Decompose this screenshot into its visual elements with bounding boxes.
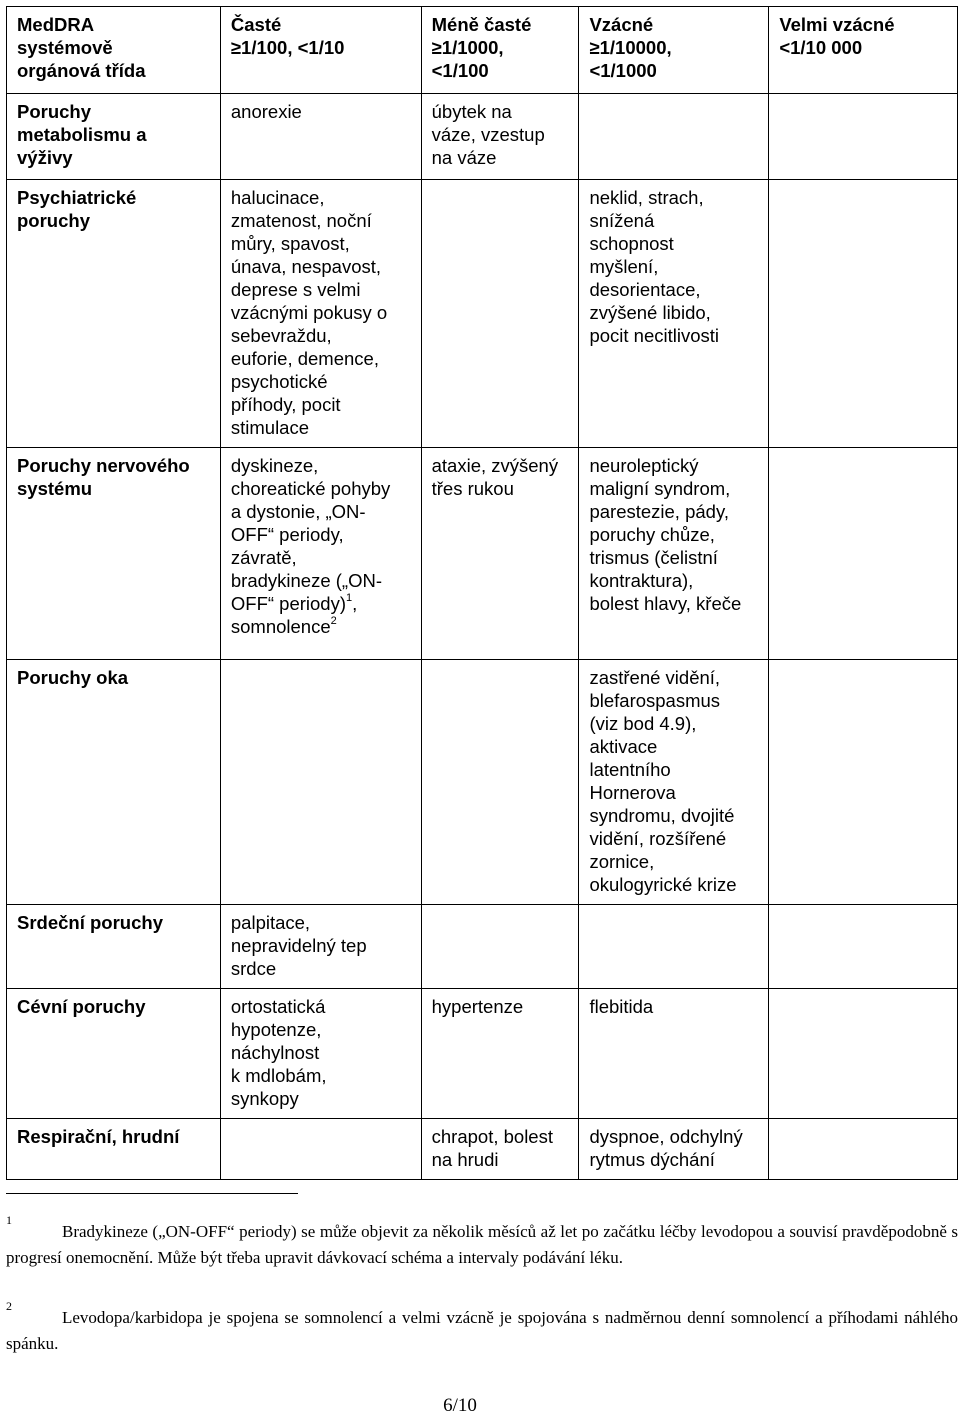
cell-text: sebevraždu, [230,325,332,346]
very-rare-cell [769,94,958,180]
adverse-effects-table [6,6,958,1180]
soc-text: Respirační, hrudní [17,1126,180,1147]
cell-text: zmatenost, noční [230,210,372,231]
very-rare-cell [769,1119,958,1180]
cell-text: můry, spavost, [230,233,350,254]
very-rare-cell [769,448,958,660]
soc-cell [7,1119,221,1180]
header-text: ≥1/1000, [431,37,504,58]
cell-text: hypotenze, [230,1019,322,1040]
cell-text: parestezie, pády, [589,501,729,522]
cell-text: na váze [431,147,497,168]
cell-text: OFF“ periody) [230,593,347,614]
soc-text: metabolismu a [17,124,147,145]
table-row [7,180,958,448]
rare-cell [579,905,769,989]
cell-text: trismus (čelistní [589,547,718,568]
uncommon-cell [421,905,579,989]
uncommon-cell [421,989,579,1119]
cell-text: euforie, demence, [230,348,379,369]
footnote-2 [6,1299,958,1357]
soc-text: systému [17,478,93,499]
rare-cell [579,660,769,905]
header-uncommon [421,7,579,94]
soc-text: Cévní poruchy [17,996,146,1017]
cell-text: , [352,593,358,614]
cell-text: rytmus dýchání [589,1149,715,1170]
cell-text: srdce [230,958,277,979]
soc-cell [7,989,221,1119]
uncommon-cell [421,94,579,180]
rare-cell [579,448,769,660]
cell-text: ortostatická [230,996,326,1017]
header-text: orgánová třída [17,60,146,81]
cell-text: závratě, [230,547,297,568]
cell-text: anorexie [230,101,302,122]
cell-text: k mdlobám, [230,1065,327,1086]
cell-text: flebitida [589,996,654,1017]
header-text: MedDRA [17,14,95,35]
cell-text: ataxie, zvýšený [431,455,559,476]
rare-cell [579,1119,769,1180]
cell-text: somnolence [230,616,331,637]
cell-text: syndromu, dvojité [589,805,735,826]
cell-text: latentního [589,759,671,780]
cell-text: palpitace, [230,912,311,933]
soc-cell [7,660,221,905]
cell-text: třes rukou [431,478,514,499]
cell-text: okulogyrické krize [589,874,737,895]
cell-text: schopnost [589,233,674,254]
table-row [7,660,958,905]
common-cell [220,448,421,660]
soc-text: Psychiatrické [17,187,137,208]
cell-text-with-footnote [231,592,415,615]
cell-text: maligní syndrom, [589,478,731,499]
very-rare-cell [769,660,958,905]
table-row [7,94,958,180]
header-very-rare [769,7,958,94]
cell-text: stimulace [230,417,310,438]
cell-text: chrapot, bolest [431,1126,553,1147]
rare-cell [579,989,769,1119]
cell-text: únava, nespavost, [230,256,382,277]
cell-text: na hrudi [431,1149,499,1170]
cell-text: zornice, [589,851,655,872]
cell-text: halucinace, [230,187,325,208]
cell-text: vidění, rozšířené [589,828,727,849]
rare-cell [579,180,769,448]
very-rare-cell [769,180,958,448]
cell-text: dyskineze, [230,455,319,476]
cell-text: bolest hlavy, křeče [589,593,742,614]
very-rare-cell [769,989,958,1119]
soc-cell [7,448,221,660]
soc-text: Srdeční poruchy [17,912,163,933]
soc-text: Poruchy [17,101,92,122]
table-header-row [7,7,958,94]
cell-text: desorientace, [589,279,701,300]
footnote-text: Levodopa/karbidopa je spojena se somnolencí a velmi vzácně je spojována s nadměrnou denní somnolencí a příhodami náhlého spánku. [6,1308,958,1353]
uncommon-cell [421,660,579,905]
header-text: Časté [230,14,282,35]
uncommon-cell [421,180,579,448]
cell-text: zvýšené libido, [589,302,711,323]
table-row [7,905,958,989]
common-cell [220,905,421,989]
cell-text: OFF“ periody, [230,524,344,545]
cell-text: bradykineze („ON- [230,570,383,591]
page-number: 6/10 [443,1395,477,1416]
header-rare [579,7,769,94]
cell-text: nepravidelný tep [230,935,367,956]
cell-text: váze, vzestup [431,124,545,145]
cell-text: synkopy [230,1088,299,1109]
cell-text: neklid, strach, [589,187,704,208]
uncommon-cell [421,448,579,660]
table-row [7,448,958,660]
header-text: ≥1/100, <1/10 [230,37,345,58]
cell-text: Hornerova [589,782,676,803]
soc-cell [7,94,221,180]
cell-text: vzácnými pokusy o [230,302,388,323]
very-rare-cell [769,905,958,989]
common-cell [220,180,421,448]
table-row [7,1119,958,1180]
cell-text: choreatické pohyby [230,478,391,499]
cell-text: zastřené vidění, [589,667,721,688]
header-text: <1/100 [431,60,489,81]
footnote-ref-2: 2 [330,614,337,627]
soc-cell [7,905,221,989]
header-text: Méně časté [431,14,532,35]
header-text: Velmi vzácné [779,14,895,35]
footnote-number: 1 [6,1213,12,1227]
cell-text: hypertenze [431,996,524,1017]
header-text: ≥1/10000, [589,37,672,58]
cell-text: myšlení, [589,256,659,277]
cell-text: aktivace [589,736,658,757]
rare-cell [579,94,769,180]
common-cell [220,989,421,1119]
header-common [220,7,421,94]
common-cell [220,1119,421,1180]
cell-text: náchylnost [230,1042,320,1063]
footnote-separator [6,1193,298,1194]
cell-text: deprese s velmi [230,279,361,300]
cell-text: dyspnoe, odchylný [589,1126,743,1147]
footnote-text: Bradykineze („ON-OFF“ periody) se může objevit za několik měsíců až let po začátku léčby levodopou a souvisí pravděpodobně s progresí onemocnění. Může být třeba upravit dávkovací schéma a intervaly podávání léku. [6,1222,958,1267]
cell-text: příhody, pocit [230,394,341,415]
soc-text: poruchy [17,210,90,231]
cell-text-with-footnote [231,615,415,638]
footnote-ref-1: 1 [346,591,353,604]
header-text: <1/1000 [589,60,657,81]
cell-text: blefarospasmus [589,690,721,711]
footnote-number: 2 [6,1299,12,1313]
soc-text: Poruchy nervového [17,455,190,476]
cell-text: poruchy chůze, [589,524,715,545]
common-cell [220,94,421,180]
header-text: systémově [17,37,113,58]
cell-text: kontraktura), [589,570,694,591]
soc-text: Poruchy oka [17,667,129,688]
header-soc [7,7,221,94]
cell-text: (viz bod 4.9), [589,713,697,734]
cell-text: pocit necitlivosti [589,325,720,346]
soc-text: výživy [17,147,73,168]
soc-cell [7,180,221,448]
header-text: <1/10 000 [779,37,863,58]
common-cell [220,660,421,905]
table-row [7,989,958,1119]
cell-text: snížená [589,210,655,231]
cell-text: úbytek na [431,101,512,122]
cell-text: neuroleptický [589,455,699,476]
cell-text: a dystonie, „ON- [230,501,366,522]
footnote-1 [6,1213,958,1271]
uncommon-cell [421,1119,579,1180]
header-text: Vzácné [589,14,654,35]
cell-text: psychotické [230,371,328,392]
